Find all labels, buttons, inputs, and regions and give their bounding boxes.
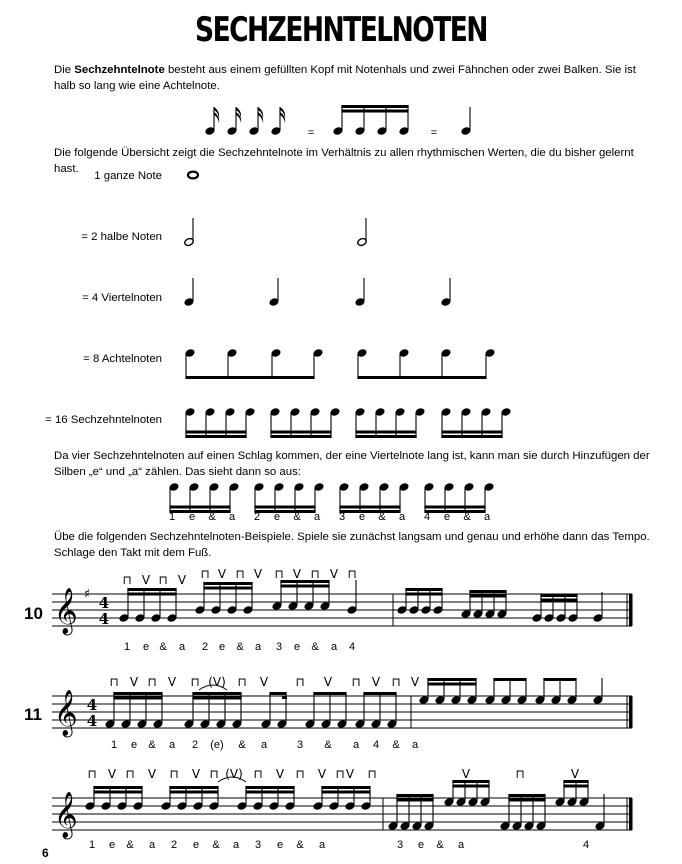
up-bow-mark: V	[147, 767, 157, 781]
down-bow-mark: ⊓	[367, 767, 377, 781]
count-syllable: a	[260, 739, 268, 751]
down-bow-mark: ⊓	[237, 675, 247, 689]
up-bow-mark: V	[317, 767, 327, 781]
count-syllable: &	[126, 839, 134, 851]
count-syllable: e	[358, 511, 366, 523]
count-syllable: e	[142, 641, 150, 653]
count-syllable: 4	[582, 839, 590, 851]
note-beam	[540, 599, 577, 602]
note-beam	[357, 376, 486, 379]
note-beam	[280, 580, 329, 583]
up-bow-mark: V	[167, 675, 177, 689]
note-beam	[427, 678, 476, 681]
time-signature-top: 4	[86, 696, 98, 714]
example-number-11: 11	[24, 705, 42, 724]
note-beam	[441, 431, 502, 434]
count-syllable: a	[168, 739, 176, 751]
note-beam	[339, 510, 400, 513]
up-bow-mark: V	[292, 567, 302, 581]
up-bow-mark: V	[345, 767, 355, 781]
note-beam	[355, 431, 416, 434]
note-beam	[93, 791, 142, 794]
count-syllable: e	[218, 641, 226, 653]
count-syllable: a	[330, 641, 338, 653]
count-syllable: &	[238, 739, 246, 751]
time-signature-bottom: 4	[86, 712, 98, 730]
row-label-sixteenth: = 16 Sechzehntelnoten	[45, 414, 162, 426]
up-bow-mark: V	[253, 567, 263, 581]
count-syllable: a	[318, 839, 326, 851]
intro-text-pre: Die	[54, 64, 75, 76]
note-beam	[452, 785, 489, 788]
key-signature-sharp: ♯	[83, 587, 91, 602]
note-beam	[427, 683, 476, 686]
count-syllable: 3	[296, 739, 304, 751]
count-syllable: 3	[254, 839, 262, 851]
down-bow-mark: ⊓	[122, 573, 132, 587]
note-beam	[245, 786, 294, 789]
up-bow-mark: V	[461, 767, 471, 781]
treble-clef: 𝄞	[54, 690, 78, 736]
overview-paragraph: Die folgende Übersicht zeigt die Sechzehntelnote im Verhältnis zu allen rhythmischen Werten, die du bisher gelernt hast.	[54, 147, 634, 175]
count-syllable: e	[130, 739, 138, 751]
note-beam	[269, 692, 286, 695]
note-beam	[270, 435, 331, 438]
count-syllable: a	[313, 511, 321, 523]
note-beam	[203, 582, 252, 585]
count-syllable: e	[443, 511, 451, 523]
down-bow-mark: ⊓	[295, 675, 305, 689]
intro-term: Sechzehntelnote	[74, 64, 165, 76]
example-number-10: 10	[24, 604, 43, 623]
note-beam	[203, 587, 252, 590]
note-beam	[113, 692, 162, 695]
count-syllable: a	[228, 511, 236, 523]
note-beam	[396, 794, 433, 797]
row-label-half: = 2 halbe Noten	[81, 231, 162, 243]
up-bow-mark: V	[275, 767, 285, 781]
count-syllable: e	[276, 839, 284, 851]
count-syllable: e	[293, 641, 301, 653]
down-bow-mark: ⊓	[147, 675, 157, 689]
note-beam	[452, 780, 489, 783]
intro-text-post: besteht aus einem gefüllten Kopf mit Notenhals und zwei Fähnchen oder zwei Balken. Sie ist halb so lang wie eine Achtelnote.	[54, 64, 636, 92]
whole-note-head	[188, 172, 198, 179]
note-beam	[363, 692, 396, 695]
up-bow-mark: V	[259, 675, 269, 689]
count-syllable: &	[212, 839, 220, 851]
note-beam	[127, 593, 176, 596]
note-beam	[355, 435, 416, 438]
count-syllable: &	[378, 511, 386, 523]
count-syllable: 4	[348, 641, 356, 653]
note-beam	[540, 594, 577, 597]
count-syllable: a	[411, 739, 419, 751]
note-beam	[341, 110, 408, 113]
count-syllable: 3	[275, 641, 283, 653]
down-bow-mark: ⊓	[295, 767, 305, 781]
row-label-whole: 1 ganze Note	[94, 170, 162, 182]
count-syllable: &	[236, 641, 244, 653]
note-beam	[543, 678, 576, 681]
note-beam	[341, 105, 408, 108]
note-beam	[192, 697, 241, 700]
down-bow-mark: ⊓	[87, 767, 97, 781]
down-bow-mark: ⊓	[235, 567, 245, 581]
up-bow-mark: V	[177, 573, 187, 587]
note-beam	[282, 696, 287, 699]
treble-clef: 𝄞	[54, 792, 78, 838]
note-beam	[508, 799, 545, 802]
up-bow-mark: V	[141, 573, 151, 587]
count-syllable: &	[463, 511, 471, 523]
count-syllable: &	[296, 839, 304, 851]
count-syllable: &	[324, 739, 332, 751]
up-bow-mark: V	[217, 567, 227, 581]
count-syllable: &	[392, 739, 400, 751]
time-signature-bottom: 4	[98, 610, 110, 628]
down-bow-mark: ⊓	[125, 767, 135, 781]
note-beam	[424, 506, 485, 509]
count-syllable: e	[192, 839, 200, 851]
up-bow-mark: V	[570, 767, 580, 781]
count-syllable: 1	[168, 511, 176, 523]
note-beam	[563, 785, 588, 788]
row-label-quarter: = 4 Viertelnoten	[82, 292, 162, 304]
note-beam	[405, 593, 442, 596]
count-syllable: a	[254, 641, 262, 653]
note-beam	[469, 595, 506, 598]
down-bow-mark: ⊓	[200, 567, 210, 581]
note-beam	[424, 510, 485, 513]
count-syllable: 1	[110, 739, 118, 751]
count-syllable: a	[398, 511, 406, 523]
final-barline-thick	[629, 594, 633, 626]
down-bow-mark: ⊓	[169, 767, 179, 781]
count-syllable: 2	[201, 641, 209, 653]
count-syllable: a	[148, 839, 156, 851]
equals-sign: =	[430, 127, 438, 139]
equals-sign: =	[307, 127, 315, 139]
count-syllable: a	[352, 739, 360, 751]
practice-paragraph: Übe die folgenden Sechzehntelnoten-Beispiele. Spiele sie zunächst langsam und genau und erhöhe dann das Tempo. Schlage den Takt mit dem Fuß.	[54, 531, 650, 559]
count-syllable: a	[457, 839, 465, 851]
down-bow-mark: ⊓	[158, 573, 168, 587]
note-beam	[280, 585, 329, 588]
note-beam	[469, 590, 506, 593]
note-beam	[127, 588, 176, 591]
note-beam	[441, 435, 502, 438]
count-syllable: 4	[372, 739, 380, 751]
note-beam	[254, 510, 315, 513]
count-syllable: e	[188, 511, 196, 523]
note-beam	[169, 786, 218, 789]
note-beam	[185, 376, 314, 379]
down-bow-mark: ⊓	[335, 767, 345, 781]
up-bow-mark: V	[107, 767, 117, 781]
count-syllable: &	[148, 739, 156, 751]
count-syllable: a	[178, 641, 186, 653]
up-bow-mark: (V)	[208, 675, 226, 689]
note-beam	[254, 506, 315, 509]
up-bow-mark: V	[323, 675, 333, 689]
count-syllable: &	[293, 511, 301, 523]
count-syllable: 3	[396, 839, 404, 851]
down-bow-mark: ⊓	[310, 567, 320, 581]
note-beam	[321, 786, 370, 789]
note-beam	[339, 506, 400, 509]
note-beam	[396, 799, 433, 802]
count-syllable: 2	[170, 839, 178, 851]
page-number: 6	[42, 846, 49, 860]
down-bow-mark: ⊓	[347, 567, 357, 581]
note-beam	[169, 510, 230, 513]
note-beam	[313, 692, 346, 695]
down-bow-mark: ⊓	[253, 767, 263, 781]
count-syllable: &	[159, 641, 167, 653]
note-beam	[169, 791, 218, 794]
down-bow-mark: ⊓	[209, 767, 219, 781]
note-beam	[245, 791, 294, 794]
count-syllable: &	[436, 839, 444, 851]
treble-clef: 𝄞	[54, 588, 78, 634]
note-beam	[508, 794, 545, 797]
up-bow-mark: V	[329, 567, 339, 581]
count-syllable: &	[311, 641, 319, 653]
down-bow-mark: ⊓	[274, 567, 284, 581]
count-syllable: e	[273, 511, 281, 523]
count-syllable: 1	[88, 839, 96, 851]
count-syllable: 3	[338, 511, 346, 523]
count-syllable: a	[483, 511, 491, 523]
up-bow-mark: V	[191, 767, 201, 781]
down-bow-mark: ⊓	[109, 675, 119, 689]
count-syllable: &	[208, 511, 216, 523]
count-syllable: a	[232, 839, 240, 851]
count-syllable: e	[108, 839, 116, 851]
note-beam	[185, 431, 246, 434]
up-bow-mark: V	[371, 675, 381, 689]
final-barline-thick	[629, 798, 633, 830]
down-bow-mark: ⊓	[391, 675, 401, 689]
note-beam	[169, 506, 230, 509]
note-beam	[93, 786, 142, 789]
note-beam	[493, 678, 526, 681]
count-syllable: 1	[123, 641, 131, 653]
note-beam	[113, 697, 162, 700]
count-syllable: 2	[191, 739, 199, 751]
final-barline-thick	[629, 696, 633, 728]
note-beam	[192, 692, 241, 695]
note-beam	[321, 791, 370, 794]
down-bow-mark: ⊓	[351, 675, 361, 689]
counting-paragraph: Da vier Sechzehntelnoten auf einen Schlag kommen, der eine Viertelnote lang ist, kann man sie durch Hinzufügen der Silben „e“ und „a“ zählen. Das sieht dann so aus:	[54, 450, 650, 478]
time-signature-top: 4	[98, 594, 110, 612]
up-bow-mark: V	[410, 675, 420, 689]
note-beam	[270, 431, 331, 434]
count-syllable: 4	[423, 511, 431, 523]
up-bow-mark: (V)	[225, 767, 243, 781]
down-bow-mark: ⊓	[190, 675, 200, 689]
up-bow-mark: V	[129, 675, 139, 689]
note-beam	[185, 435, 246, 438]
note-beam	[405, 588, 442, 591]
page-title: SECHZEHNTELNOTEN	[195, 10, 487, 50]
count-syllable: (e)	[210, 739, 224, 751]
row-label-eighth: = 8 Achtelnoten	[83, 353, 162, 365]
down-bow-mark: ⊓	[515, 767, 525, 781]
count-syllable: 2	[253, 511, 261, 523]
count-syllable: e	[417, 839, 425, 851]
